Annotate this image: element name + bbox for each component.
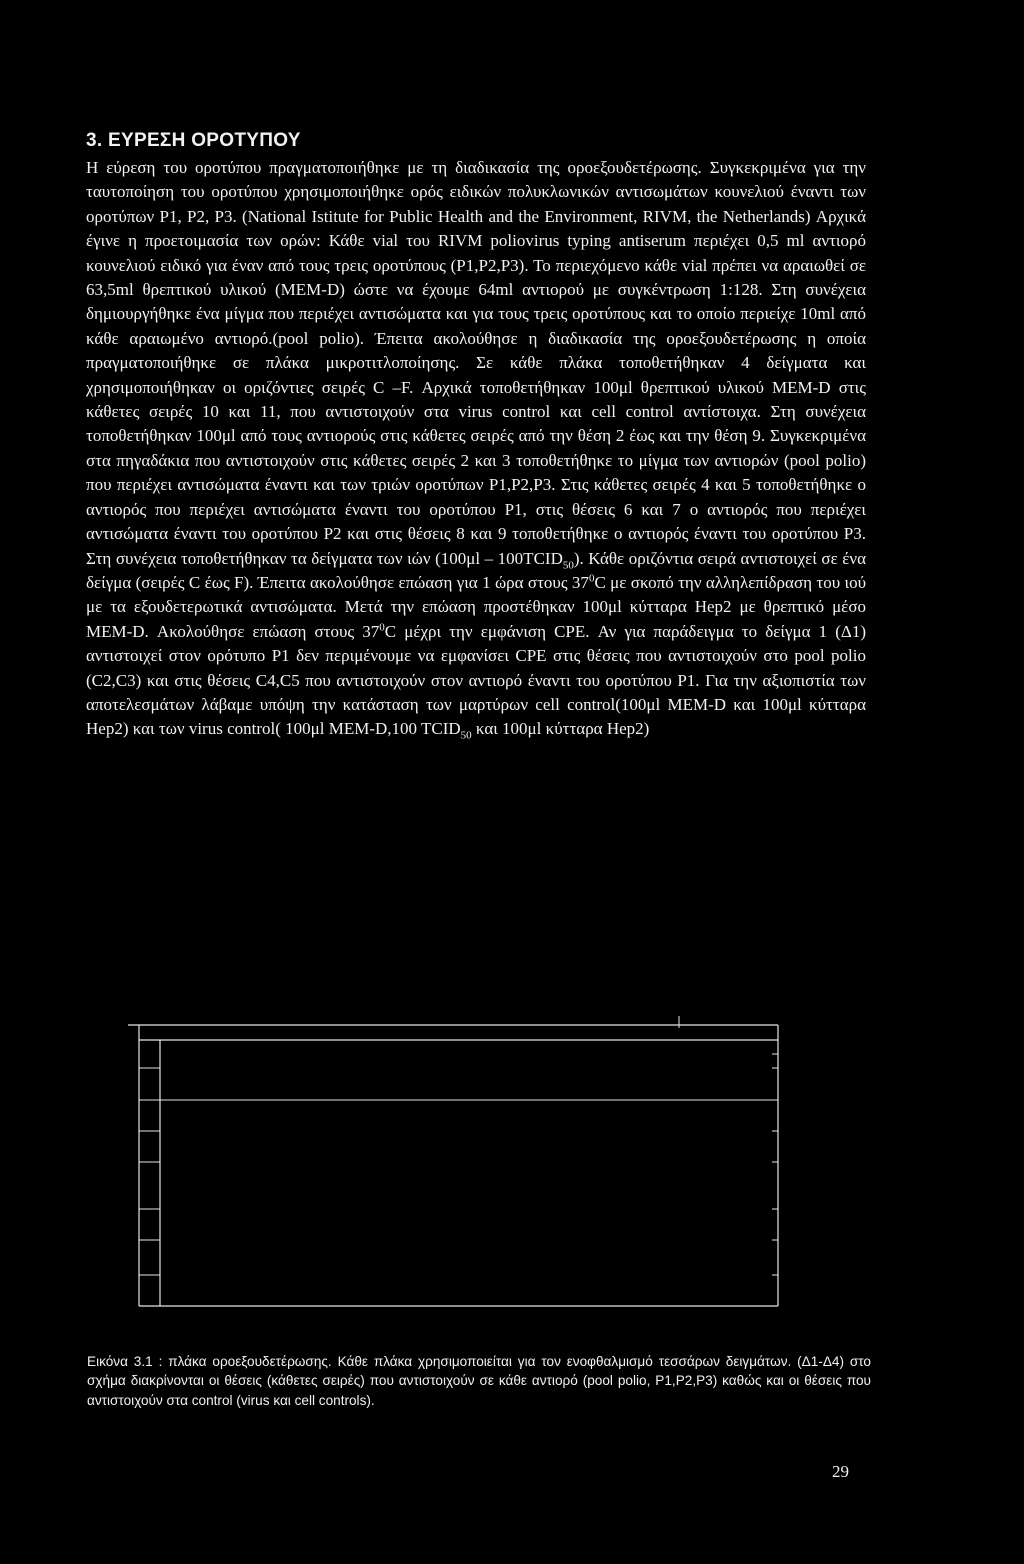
figure-caption: Εικόνα 3.1 : πλάκα οροεξουδετέρωσης. Κάθε πλάκα χρησιμοποιείται για τον ενοφθαλμισμό τεσσάρων δειγμάτων. (Δ1-Δ4) στο σχήμα διακρίνονται οι θέσεις (κάθετες σειρές) που αντιστοιχούν σε κάθε αντιορό (pool polio, P1,P2,P3) καθώς και οι θέσεις που αντιστοιχούν στα control (virus και cell controls). — [87, 1354, 871, 1408]
page-number: 29 — [832, 1462, 849, 1481]
paragraph-part-2: ). Κάθε οριζόντια σειρά αντιστοιχεί σε ένα δείγμα (σειρές C έως F). Έπειτα ακολούθησε επώαση για 1 ώρα στους 37 — [86, 548, 866, 592]
degree-superscript-2: 0 — [379, 621, 385, 634]
section-heading: 3. ΕΥΡΕΣΗ ΟΡΟΤΥΠΟΥ — [86, 130, 301, 151]
paragraph-part-5: και 100μl κύτταρα Hep2) — [471, 719, 650, 739]
paragraph-part-3: C με σκοπό την αλληλεπίδραση του ιού με τα εξουδετερωτικά αντισώματα. Μετά την επώαση προστέθηκαν 100μl κύτταρα Hep2 με θρεπτικό μέσο MEM-D. Ακολούθησε επώαση στους 37 — [86, 572, 866, 641]
paragraph-part-4: C μέχρι την εμφάνιση CPE. Αν για παράδειγμα το δείγμα 1 (Δ1) αντιστοιχεί στον ορότυπο P1 δεν περιμένουμε να εμφανίσει CPE στις θέσεις που αντιστοιχούν στο pool polio (C2,C3) και στις θέσεις C4,C5 που αντιστοιχούν στον αντιορό έναντι του οροτύπου P1. Για την αξιοπιστία των αποτελεσμάτων λάβαμε υπόψη την κατάσταση των μαρτύρων cell control(100μl MEM-D και 100μl κύτταρα Hep2) και των virus control( 100μl MEM-D,100 TCID — [86, 621, 866, 739]
tcid-subscript: 50 — [562, 558, 574, 571]
tcid-subscript-2: 50 — [460, 729, 472, 742]
degree-superscript: 0 — [588, 572, 595, 585]
paragraph-part-1: Η εύρεση του οροτύπου πραγματοποιήθηκε με τη διαδικασία της οροεξουδετέρωσης. Συγκεκριμένα για την ταυτοποίηση του οροτύπου χρησιμοποιήθηκε ορός ειδικών πολυκλωνικών αντισωμάτων κουνελιού έναντι των οροτύπων P1, P2, P3. (National Istitute for Public Health and the Environment, RIVM, the Netherlands) Αρχικά έγινε η προετοιμασία των ορών: Κάθε vial του RIVM poliovirus typing antiserum περιέχει 0,5 ml αντιορό κουνελιού ειδικό για έναν από τους τρεις οροτύπους (P1,P2,P3). Το περιεχόμενο κάθε vial πρέπει να αραιωθεί σε 63,5ml θρεπτικού υλικού (MEM-D) ώστε να έχουμε 64ml αντιορού με συγκέντρωση 1:128. Στη συνέχεια δημιουργήθηκε ένα μίγμα που περιέχει αντισώματα και για τους τρεις οροτύπους και το οποίο περιείχε 10ml από κάθε αραιωμένο αντιορό.(pool polio). Έπειτα ακολούθησε η διαδικασία της οροεξουδετέρωσης η οποία πραγματοποιήθηκε σε πλάκα μικροτιτλοποίησης. Σε κάθε πλάκα τοποθετήθηκαν 4 δείγματα και χρησιμοποιήθηκαν οι οριζόντιες σειρές C –F. Αρχικά τοποθετήθηκαν 100μl θρεπτικού υλικού MEM-D στις κάθετες σειρές 10 και 11, που αντιστοιχούν στα virus control και cell control αντίστοιχα. Στη συνέχεια τοποθετήθηκαν 100μl από τους αντιορούς στις κάθετες σειρές από την θέση 2 έως και την θέση 9. Συγκεκριμένα στα πηγαδάκια που αντιστοιχούν στις κάθετες σειρές 2 και 3 τοποθετήθηκε το μίγμα των αντιορών (pool polio) που περιέχει αντισώματα έναντι και των τριών οροτύπων P1,P2,P3. Στις κάθετες σειρές 4 και 5 τοποθετήθηκε ο αντιορός που περιέχει αντισώματα έναντι του οροτύπου P1, στις θέσεις 6 και 7 ο αντιορός που περιέχει αντισώματα έναντι του οροτύπου P2 και στις θέσεις 8 και 9 τοποθετήθηκε ο αντιορός έναντι του οροτύπου P3. Στη συνέχεια τοποθετήθηκαν τα δείγματα των ιών (100μl – 100TCID — [86, 158, 866, 568]
